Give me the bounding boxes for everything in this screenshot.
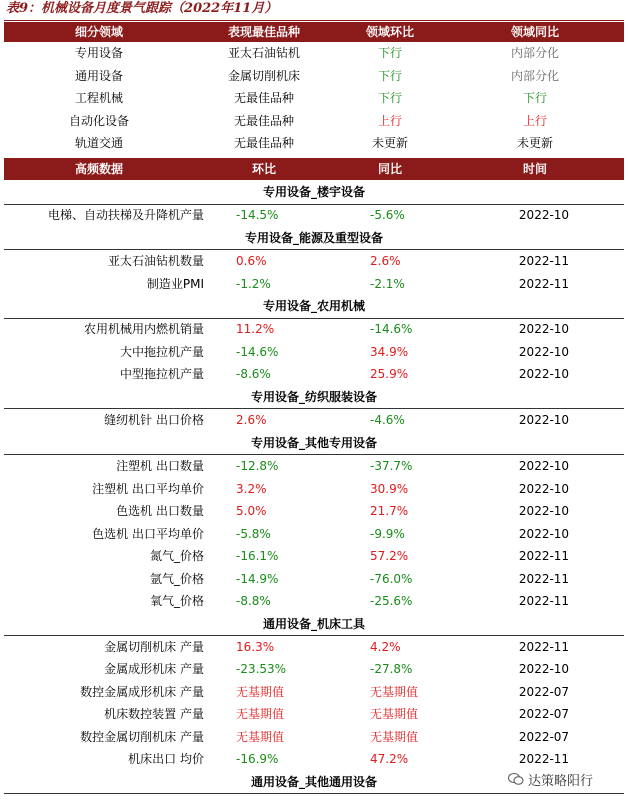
row-date: 2022-07 — [518, 729, 570, 744]
row-name: 注塑机 出口数量 — [116, 459, 204, 473]
row-mom: -5.8% — [236, 526, 271, 541]
row-name: 数控金属成形机床 产量 — [80, 684, 204, 699]
summary-row — [4, 42, 624, 65]
row-mom: 11.2% — [236, 322, 275, 337]
row-mom: -14.9% — [236, 571, 279, 586]
summary-yoy: 未更新 — [516, 136, 553, 150]
row-mom: -14.5% — [236, 208, 279, 223]
summary-yoy: 内部分化 — [510, 46, 559, 60]
title-divider — [4, 20, 624, 21]
summary-row — [4, 87, 624, 110]
summary-yoy: 下行 — [522, 91, 547, 105]
summary-mom: 未更新 — [371, 136, 408, 150]
section-header: 专用设备_纺织服装设备 — [4, 386, 624, 410]
row-yoy: -4.6% — [370, 413, 405, 428]
row-yoy: 30.9% — [370, 481, 409, 496]
row-date: 2022-10 — [518, 662, 570, 677]
row-mom: -23.53% — [236, 662, 287, 677]
table-row — [4, 636, 624, 659]
table-row — [4, 318, 624, 341]
row-mom: 无基期值 — [236, 729, 285, 744]
row-name: 机床出口 均价 — [128, 752, 204, 767]
summary-best: 无最佳品种 — [233, 113, 294, 128]
row-mom: 5.0% — [236, 504, 267, 518]
row-name: 氩气_价格 — [149, 571, 204, 586]
table-row — [4, 681, 624, 704]
row-date: 2022-07 — [518, 707, 570, 722]
row-mom: 2.6% — [236, 413, 267, 428]
table-row — [4, 204, 624, 227]
row-mom: -8.6% — [236, 367, 271, 382]
row-date: 2022-11 — [518, 639, 570, 654]
watermark — [508, 768, 593, 790]
table-row — [4, 478, 624, 501]
table-row — [4, 658, 624, 681]
hf-header-name: 高频数据 — [74, 162, 123, 176]
table-row — [4, 250, 624, 273]
row-yoy: 47.2% — [370, 752, 409, 767]
summary-yoy: 内部分化 — [510, 68, 559, 83]
row-date: 2022-10 — [518, 344, 570, 359]
table-row — [4, 455, 624, 478]
row-yoy: 2.6% — [370, 254, 401, 269]
section-header: 专用设备_农用机械 — [4, 295, 624, 319]
section-header: 通用设备_其他通用设备 — [4, 771, 624, 795]
wechat-icon — [508, 772, 524, 786]
row-yoy: 57.2% — [370, 549, 409, 563]
row-name: 亚太石油钻机数量 — [107, 254, 204, 269]
row-date: 2022-10 — [518, 322, 570, 337]
table-row — [4, 500, 624, 523]
section-header: 专用设备_楼宇设备 — [4, 181, 624, 205]
summary-mom: 下行 — [377, 46, 402, 60]
row-name: 机床数控装置 产量 — [104, 707, 204, 722]
watermark-text: 达策略阳行 — [528, 773, 594, 789]
row-mom: 0.6% — [236, 254, 267, 269]
row-name: 色选机 出口数量 — [116, 504, 204, 518]
row-yoy: -76.0% — [370, 571, 413, 586]
table-row — [4, 409, 624, 432]
row-name: 氮气_价格 — [149, 549, 204, 563]
row-name: 缝纫机针 出口价格 — [104, 413, 204, 428]
summary-best: 无最佳品种 — [233, 136, 294, 150]
row-name: 中型拖拉机产量 — [119, 367, 204, 382]
summary-header-mom: 领域环比 — [365, 25, 414, 39]
row-name: 氧气_价格 — [149, 594, 204, 608]
row-mom: -1.2% — [236, 276, 271, 291]
row-date: 2022-11 — [518, 594, 570, 608]
table-row — [4, 590, 624, 613]
row-yoy: -9.9% — [370, 526, 405, 541]
summary-best: 无最佳品种 — [233, 91, 294, 105]
summary-mom: 下行 — [377, 68, 402, 83]
row-yoy: 无基期值 — [370, 684, 419, 699]
table-title: 表9：机械设备月度景气跟踪（2022年11月） — [6, 1, 278, 16]
table-row — [4, 273, 624, 296]
table-row — [4, 703, 624, 726]
row-yoy: -14.6% — [370, 322, 413, 337]
table-row — [4, 341, 624, 364]
row-yoy: 34.9% — [370, 344, 409, 359]
summary-field: 通用设备 — [74, 68, 123, 83]
summary-header-yoy: 领域同比 — [510, 25, 559, 39]
row-date: 2022-10 — [518, 367, 570, 382]
row-date: 2022-10 — [518, 504, 570, 518]
row-name: 制造业PMI — [146, 276, 204, 291]
row-yoy: -27.8% — [370, 662, 413, 677]
row-date: 2022-10 — [518, 481, 570, 496]
summary-header-field: 细分领域 — [74, 25, 123, 39]
row-date: 2022-10 — [518, 459, 570, 473]
section-header: 专用设备_能源及重型设备 — [4, 227, 624, 251]
row-date: 2022-11 — [518, 549, 570, 563]
row-yoy: 25.9% — [370, 367, 409, 382]
table-row — [4, 523, 624, 546]
row-name: 大中拖拉机产量 — [119, 344, 204, 359]
row-mom: 无基期值 — [236, 707, 285, 722]
row-date: 2022-11 — [518, 276, 570, 291]
row-date: 2022-11 — [518, 752, 570, 767]
table-row — [4, 568, 624, 591]
row-mom: -16.9% — [236, 752, 279, 767]
row-mom: -12.8% — [236, 459, 279, 473]
row-yoy: -25.6% — [370, 594, 413, 608]
summary-row — [4, 132, 624, 155]
row-date: 2022-10 — [518, 526, 570, 541]
summary-yoy: 上行 — [522, 113, 547, 128]
summary-field: 自动化设备 — [68, 113, 129, 128]
summary-field: 专用设备 — [74, 46, 123, 60]
row-yoy: -37.7% — [370, 459, 413, 473]
row-yoy: 无基期值 — [370, 707, 419, 722]
table-row — [4, 545, 624, 568]
row-name: 金属成形机床 产量 — [104, 662, 204, 677]
row-mom: -8.8% — [236, 594, 271, 608]
row-date: 2022-10 — [518, 208, 570, 223]
row-date: 2022-07 — [518, 684, 570, 699]
summary-field: 工程机械 — [74, 91, 123, 105]
row-name: 注塑机 出口平均单价 — [92, 481, 204, 496]
hf-header-date: 时间 — [522, 162, 547, 176]
summary-row — [4, 110, 624, 133]
table-row — [4, 363, 624, 386]
summary-mom: 上行 — [377, 113, 402, 128]
summary-best: 亚太石油钻机 — [227, 46, 300, 60]
row-yoy: -2.1% — [370, 276, 405, 291]
row-name: 农用机械用内燃机销量 — [83, 322, 204, 337]
row-name: 金属切削机床 产量 — [104, 639, 204, 654]
summary-mom: 下行 — [377, 91, 402, 105]
row-date: 2022-10 — [518, 413, 570, 428]
summary-header — [4, 22, 624, 42]
row-mom: 3.2% — [236, 481, 267, 496]
row-name: 电梯、自动扶梯及升降机产量 — [47, 208, 204, 223]
section-header: 专用设备_其他专用设备 — [4, 432, 624, 456]
row-yoy: 21.7% — [370, 504, 409, 518]
row-yoy: 无基期值 — [370, 729, 419, 744]
hf-header-yoy: 同比 — [377, 162, 402, 176]
row-name: 色选机 出口平均单价 — [92, 526, 204, 541]
hf-header — [4, 158, 624, 180]
summary-best: 金属切削机床 — [227, 68, 300, 83]
row-mom: -14.6% — [236, 344, 279, 359]
section-header: 通用设备_机床工具 — [4, 613, 624, 637]
row-mom: 16.3% — [236, 639, 275, 654]
row-yoy: -5.6% — [370, 208, 405, 223]
row-name: 数控金属切削机床 产量 — [80, 729, 204, 744]
row-date: 2022-11 — [518, 571, 570, 586]
row-mom: 无基期值 — [236, 684, 285, 699]
summary-field: 轨道交通 — [74, 136, 123, 150]
row-date: 2022-11 — [518, 254, 570, 269]
summary-row — [4, 65, 624, 88]
table-row — [4, 726, 624, 749]
row-mom: -16.1% — [236, 549, 279, 563]
summary-header-best: 表现最佳品种 — [227, 25, 300, 39]
hf-header-mom: 环比 — [251, 162, 276, 176]
row-yoy: 4.2% — [370, 639, 401, 654]
